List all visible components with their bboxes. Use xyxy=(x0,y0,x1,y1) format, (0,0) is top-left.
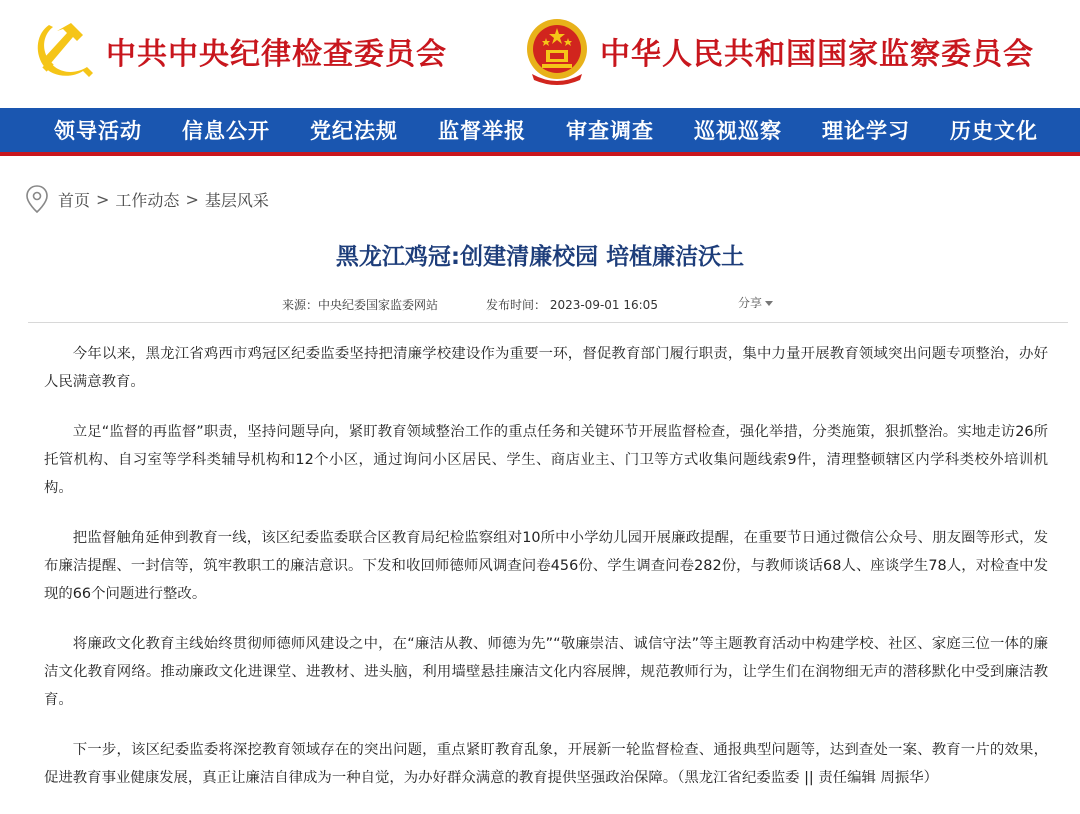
nav-item-history[interactable]: 历史文化 xyxy=(950,118,1038,143)
article-paragraph: 立足“监督的再监督”职责，坚持问题导向，紧盯教育领域整治工作的重点任务和关键环节开展监督检查，强化举措，分类施策，狠抓整治。实地走访26所托管机构、自习室等学科类辅导机构和12个小区，通过询问小区居民、学生、商店业主、门卫等方式收集问题线索9件，清理整顿辖区内学科类校外培训机构。 xyxy=(44,424,1048,496)
breadcrumb xyxy=(26,185,269,213)
breadcrumb-work-news[interactable]: 工作动态 xyxy=(115,190,180,210)
site-header xyxy=(0,0,1080,108)
article-publish-time: 发布时间： 2023-09-01 16:05 xyxy=(486,298,658,312)
nav-item-inspection[interactable]: 巡视巡察 xyxy=(694,118,782,143)
location-pin-icon xyxy=(26,185,48,213)
nsc-logo[interactable] xyxy=(522,14,1034,88)
breadcrumb-grassroots[interactable]: 基层风采 xyxy=(204,190,269,210)
article-source: 来源：中央纪委国家监委网站 xyxy=(282,298,439,312)
party-emblem-icon xyxy=(28,14,98,88)
nav-item-investigation[interactable]: 审查调查 xyxy=(566,118,654,143)
ccdi-logo[interactable] xyxy=(28,14,447,88)
nav-item-leadership[interactable]: 领导活动 xyxy=(54,118,142,143)
breadcrumb-separator: > xyxy=(96,189,110,209)
nav-item-regulations[interactable]: 党纪法规 xyxy=(310,118,398,143)
main-nav xyxy=(0,108,1080,152)
article-meta xyxy=(0,296,1080,316)
chevron-down-icon xyxy=(765,301,773,306)
breadcrumb-home[interactable]: 首页 xyxy=(58,190,91,210)
share-label: 分享 xyxy=(738,296,763,310)
nav-item-theory[interactable]: 理论学习 xyxy=(822,118,910,143)
meta-divider xyxy=(28,322,1068,323)
article-title: 黑龙江鸡冠:创建清廉校园 培植廉洁沃土 xyxy=(335,244,745,270)
article-paragraph: 下一步，该区纪委监委将深挖教育领域存在的突出问题，重点紧盯教育乱象，开展新一轮监督检查、通报典型问题等，达到查处一案、教育一片的效果，促进教育事业健康发展，真正让廉洁自律成为一种自觉，为办好群众满意的教育提供坚强政治保障。（黑龙江省纪委监委 || 责任编辑 周振华） xyxy=(44,742,1048,786)
nav-item-report[interactable]: 监督举报 xyxy=(438,118,526,143)
nav-accent-line xyxy=(0,152,1080,156)
breadcrumb-separator: > xyxy=(185,189,199,209)
article-paragraph: 将廉政文化教育主线始终贯彻师德师风建设之中，在“廉洁从教、师德为先”“敬廉崇洁、诚信守法”等主题教育活动中构建学校、社区、家庭三位一体的廉洁文化教育网络。推动廉政文化进课堂、进教材、进头脑，利用墙壁悬挂廉洁文化内容展牌，规范教师行为，让学生们在润物细无声的潜移默化中受到廉洁教育。 xyxy=(44,636,1048,708)
nav-item-info[interactable]: 信息公开 xyxy=(182,118,270,143)
nsc-name: 中华人民共和国国家监察委员会 xyxy=(600,37,1034,72)
article-paragraph: 把监督触角延伸到教育一线，该区纪委监委联合区教育局纪检监察组对10所中小学幼儿园开展廉政提醒，在重要节日通过微信公众号、朋友圈等形式，发布廉洁提醒、一封信等，筑牢教职工的廉洁意识。下发和收回师德师风调查问卷456份、学生调查问卷282份，与教师谈话68人、座谈学生78人，对检查中发现的66个问题进行整改。 xyxy=(44,530,1048,602)
ccdi-name: 中共中央纪律检查委员会 xyxy=(106,37,447,72)
national-emblem-icon xyxy=(522,14,592,88)
article-paragraph: 今年以来，黑龙江省鸡西市鸡冠区纪委监委坚持把清廉学校建设作为重要一环，督促教育部门履行职责，集中力量开展教育领域突出问题专项整治，办好人民满意教育。 xyxy=(44,346,1048,390)
article-body xyxy=(44,340,1048,814)
share-button[interactable] xyxy=(738,294,773,311)
